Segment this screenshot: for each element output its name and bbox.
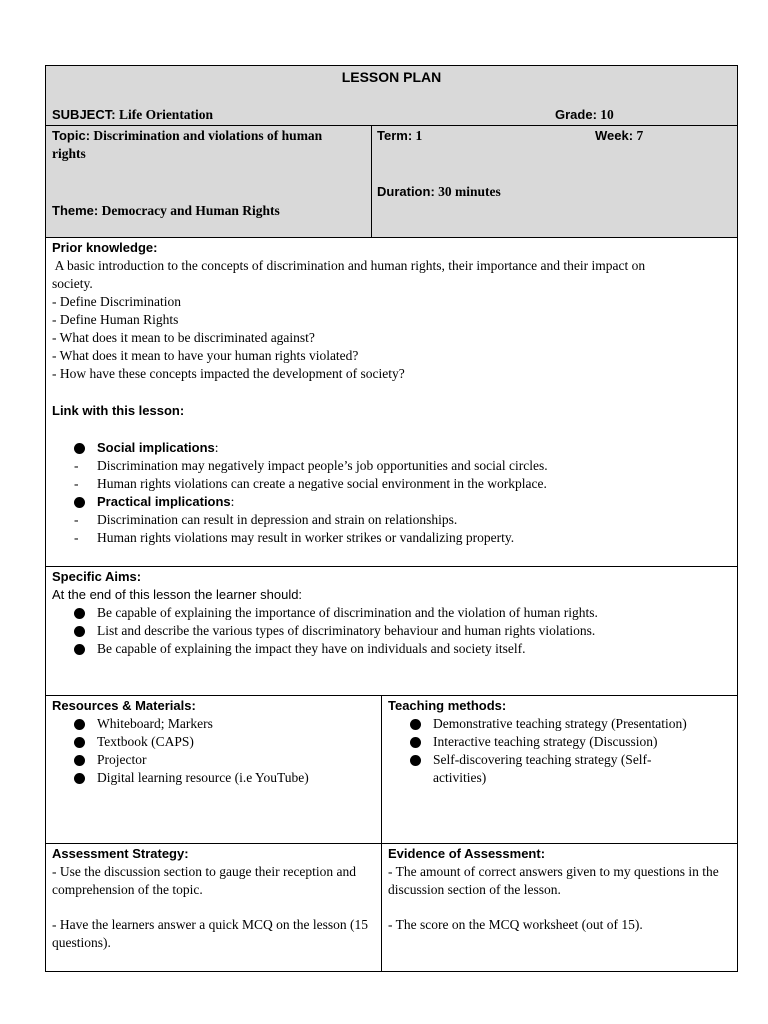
practical-implications-item bbox=[52, 493, 731, 511]
bullet-icon bbox=[74, 644, 85, 655]
term-line bbox=[377, 127, 422, 145]
method-item bbox=[388, 715, 731, 733]
theme-label: Theme: bbox=[52, 203, 99, 218]
grade-value: 10 bbox=[600, 107, 614, 122]
topic-line bbox=[52, 127, 322, 145]
bullet-icon bbox=[74, 626, 85, 637]
prior-intro-line-1: A basic introduction to the concepts of discrimination and human rights, their importance and their impact on bbox=[52, 258, 646, 273]
resources-list bbox=[52, 715, 375, 787]
topic-row bbox=[45, 125, 738, 238]
dash-icon: - bbox=[74, 458, 79, 473]
topic-value: Discrimination and violations of human bbox=[93, 128, 323, 143]
method-text: Interactive teaching strategy (Discussion) bbox=[433, 734, 658, 749]
assessment-row bbox=[45, 843, 738, 972]
resource-item bbox=[52, 715, 375, 733]
resource-text: Digital learning resource (i.e YouTube) bbox=[97, 770, 309, 785]
prior-point: - Define Human Rights bbox=[52, 312, 179, 327]
aim-item bbox=[52, 604, 731, 622]
dash-icon: - bbox=[74, 530, 79, 545]
term-cell bbox=[372, 126, 737, 237]
assessment-heading: Assessment Strategy: bbox=[52, 846, 189, 861]
prior-point: - What does it mean to be discriminated against? bbox=[52, 330, 315, 345]
method-text: Self-discovering teaching strategy (Self-activities) bbox=[433, 752, 652, 785]
resources-heading: Resources & Materials: bbox=[52, 698, 196, 713]
topic-line-2 bbox=[52, 145, 86, 163]
aim-text: Be capable of explaining the impact they have on individuals and society itself. bbox=[97, 641, 526, 656]
resource-text: Whiteboard; Markers bbox=[97, 716, 213, 731]
colon: : bbox=[214, 440, 219, 455]
social-implications-label: Social implications bbox=[97, 440, 215, 455]
assessment-point: - Use the discussion section to gauge their reception and comprehension of the topic. bbox=[52, 864, 357, 897]
resource-text: Textbook (CAPS) bbox=[97, 734, 194, 749]
method-item bbox=[388, 733, 731, 751]
lesson-plan-header bbox=[45, 65, 738, 126]
aim-text: List and describe the various types of discriminatory behaviour and human rights violations. bbox=[97, 623, 596, 638]
subject-line bbox=[52, 106, 213, 124]
term-value: 1 bbox=[415, 128, 423, 143]
resources-cell bbox=[46, 696, 382, 843]
resources-methods-row bbox=[45, 695, 738, 844]
bullet-icon bbox=[74, 443, 85, 454]
subject-value: Life Orientation bbox=[118, 107, 214, 122]
methods-list bbox=[388, 715, 731, 787]
evidence-heading: Evidence of Assessment: bbox=[388, 846, 546, 861]
aim-item bbox=[52, 622, 731, 640]
social-implication-text: Discrimination may negatively impact people’s job opportunities and social circles. bbox=[97, 458, 548, 473]
theme-value: Democracy and Human Rights bbox=[101, 203, 280, 218]
duration-line bbox=[377, 183, 501, 201]
assessment-point: - Have the learners answer a quick MCQ on the lesson (15 questions). bbox=[52, 917, 369, 950]
evidence-point: - The amount of correct answers given to my questions in the discussion section of the lesson. bbox=[388, 864, 719, 897]
social-implication-text: Human rights violations can create a negative social environment in the workplace. bbox=[97, 476, 547, 491]
bullet-icon bbox=[410, 737, 421, 748]
specific-aims-section bbox=[45, 566, 738, 696]
subject-label: SUBJECT: bbox=[52, 107, 116, 122]
topic-label: Topic: bbox=[52, 128, 91, 143]
bullet-icon bbox=[74, 737, 85, 748]
aim-item bbox=[52, 640, 731, 658]
prior-point: - What does it mean to have your human rights violated? bbox=[52, 348, 359, 363]
duration-value: 30 minutes bbox=[438, 184, 501, 199]
evidence-point: - The score on the MCQ worksheet (out of 15). bbox=[388, 917, 643, 932]
theme-line bbox=[52, 202, 280, 220]
assessment-cell bbox=[46, 844, 382, 971]
dash-icon: - bbox=[74, 476, 79, 491]
resource-text: Projector bbox=[97, 752, 147, 767]
bullet-icon bbox=[410, 755, 421, 766]
prior-intro-line-2: society. bbox=[52, 276, 93, 291]
bullet-icon bbox=[410, 719, 421, 730]
term-label: Term: bbox=[377, 128, 413, 143]
dash-item bbox=[52, 511, 731, 529]
method-text: Demonstrative teaching strategy (Presentation) bbox=[433, 716, 687, 731]
bullet-icon bbox=[74, 719, 85, 730]
prior-knowledge-heading: Prior knowledge: bbox=[52, 240, 158, 255]
dash-icon: - bbox=[74, 512, 79, 527]
evidence-cell bbox=[382, 844, 737, 971]
bullet-icon bbox=[74, 497, 85, 508]
colon: : bbox=[230, 494, 235, 509]
dash-item bbox=[52, 457, 731, 475]
aim-text: Be capable of explaining the importance of discrimination and the violation of human rights. bbox=[97, 605, 598, 620]
specific-aims-heading: Specific Aims: bbox=[52, 569, 142, 584]
implications-list bbox=[52, 439, 731, 547]
resource-item bbox=[52, 733, 375, 751]
topic-value-cont: rights bbox=[52, 146, 86, 161]
bullet-icon bbox=[74, 773, 85, 784]
aims-list bbox=[52, 604, 731, 658]
grade-label: Grade: bbox=[555, 107, 597, 122]
social-implications-item bbox=[52, 439, 731, 457]
duration-label: Duration: bbox=[377, 184, 435, 199]
practical-implication-text: Discrimination can result in depression and strain on relationships. bbox=[97, 512, 458, 527]
prior-point: - Define Discrimination bbox=[52, 294, 181, 309]
aims-intro: At the end of this lesson the learner should: bbox=[52, 587, 303, 602]
prior-point: - How have these concepts impacted the development of society? bbox=[52, 366, 405, 381]
week-value: 7 bbox=[636, 128, 644, 143]
topic-cell bbox=[46, 126, 372, 237]
methods-heading: Teaching methods: bbox=[388, 698, 507, 713]
bullet-icon bbox=[74, 755, 85, 766]
method-item bbox=[388, 751, 683, 787]
page-title: LESSON PLAN bbox=[341, 69, 442, 85]
practical-implications-label: Practical implications bbox=[97, 494, 231, 509]
prior-knowledge-section bbox=[45, 237, 738, 567]
dash-item bbox=[52, 475, 731, 493]
grade-line bbox=[555, 106, 614, 124]
bullet-icon bbox=[74, 608, 85, 619]
resource-item bbox=[52, 751, 375, 769]
practical-implication-text: Human rights violations may result in worker strikes or vandalizing property. bbox=[97, 530, 515, 545]
week-line bbox=[595, 127, 643, 145]
methods-cell bbox=[382, 696, 737, 843]
link-heading: Link with this lesson: bbox=[52, 403, 185, 418]
dash-item bbox=[52, 529, 731, 547]
resource-item bbox=[52, 769, 375, 787]
week-label: Week: bbox=[595, 128, 634, 143]
